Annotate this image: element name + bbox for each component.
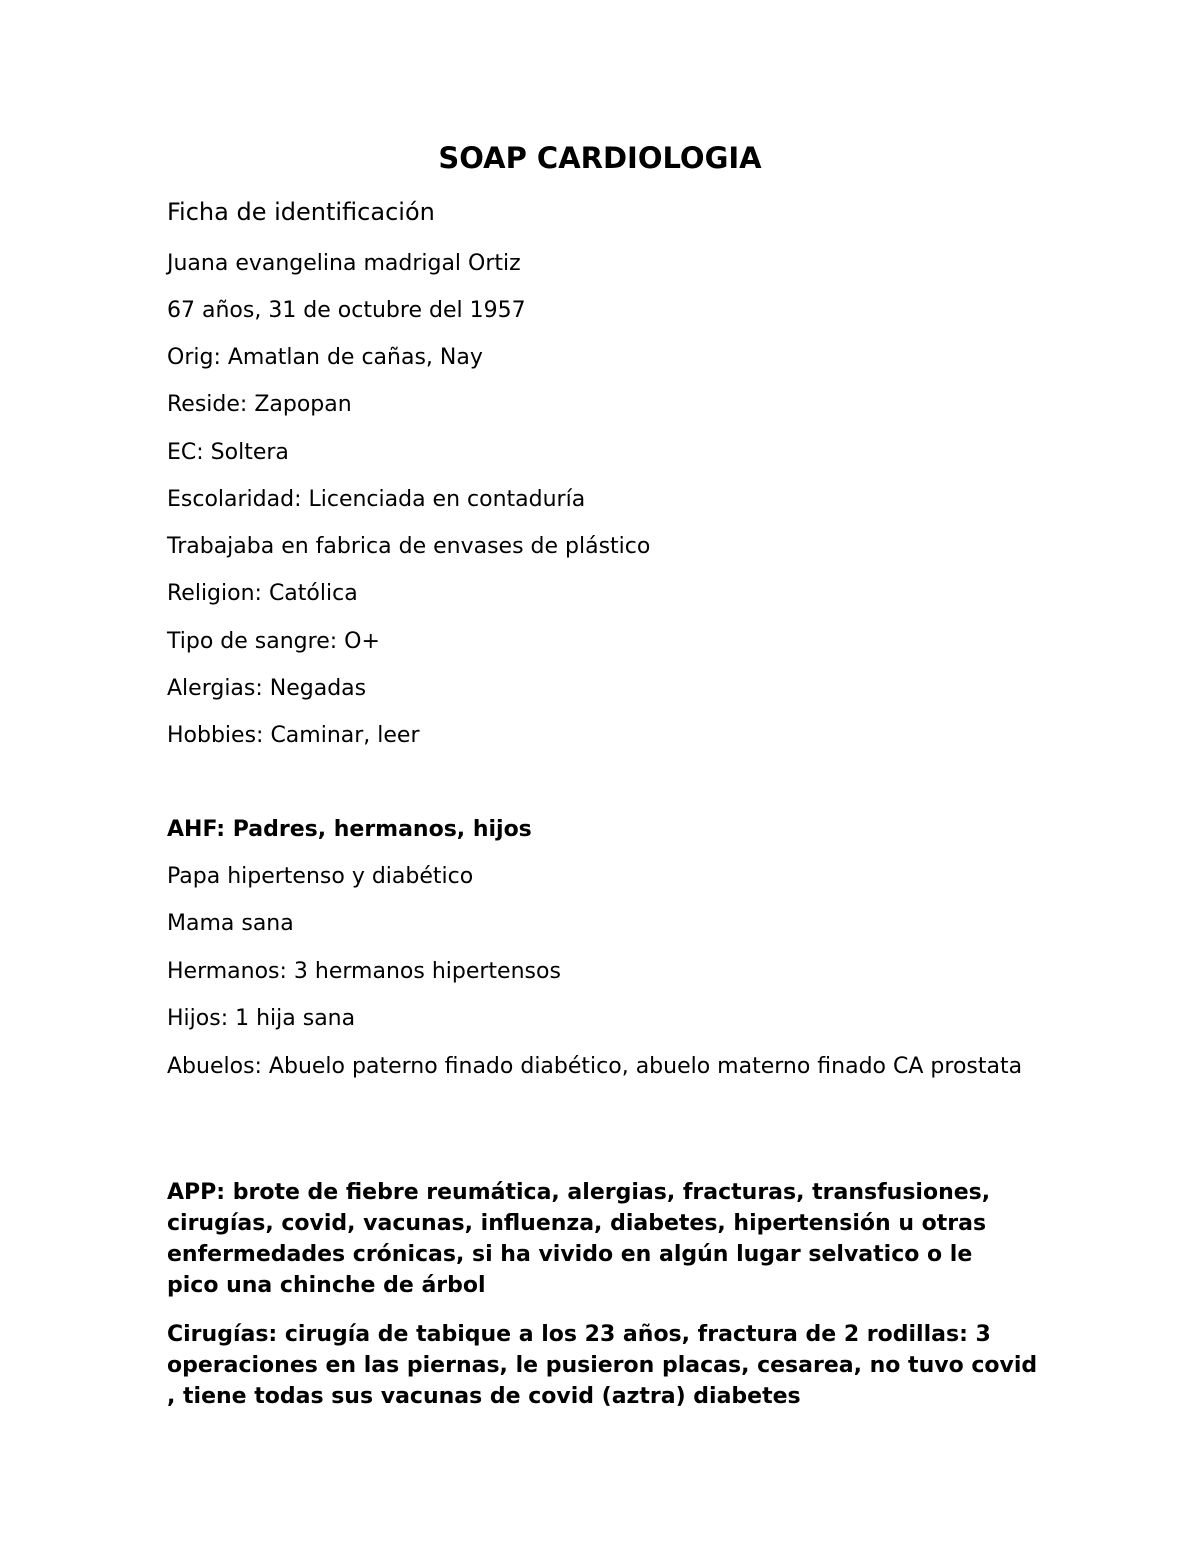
patient-origin: Orig: Amatlan de cañas, Nay bbox=[167, 345, 483, 370]
app-heading: APP: brote de fiebre reumática, alergias, fracturas, transfusiones, cirugías, covid, vacunas, influenza, diabetes, hipertensión u otras enfermedades crónicas, si ha vivido en algún lugar selvatico o le pico una chinche de árbol bbox=[167, 1180, 991, 1298]
ahf-siblings: Hermanos: 3 hermanos hipertensos bbox=[167, 959, 561, 984]
patient-civil-status: EC: Soltera bbox=[167, 440, 289, 465]
patient-name: Juana evangelina madrigal Ortiz bbox=[167, 251, 521, 276]
ahf-father: Papa hipertenso y diabético bbox=[167, 864, 474, 889]
patient-hobbies: Hobbies: Caminar, leer bbox=[167, 723, 420, 748]
app-surgeries: Cirugías: cirugía de tabique a los 23 años, fractura de 2 rodillas: 3 operaciones en las piernas, le pusieron placas, cesarea, no tuvo covid , tiene todas sus vacunas de covid (aztra) diabetes bbox=[167, 1322, 1038, 1409]
patient-age-birthdate: 67 años, 31 de octubre del 1957 bbox=[167, 298, 526, 323]
identification-heading: Ficha de identificación bbox=[167, 198, 435, 226]
patient-religion: Religion: Católica bbox=[167, 581, 358, 606]
patient-education: Escolaridad: Licenciada en contaduría bbox=[167, 487, 586, 512]
ahf-heading: AHF: Padres, hermanos, hijos bbox=[167, 817, 532, 842]
ahf-mother: Mama sana bbox=[167, 911, 294, 936]
ahf-grandparents: Abuelos: Abuelo paterno finado diabético, abuelo materno finado CA prostata bbox=[167, 1054, 1023, 1079]
patient-occupation: Trabajaba en fabrica de envases de plástico bbox=[167, 534, 651, 559]
ahf-children: Hijos: 1 hija sana bbox=[167, 1006, 356, 1031]
document-title: SOAP CARDIOLOGIA bbox=[438, 141, 762, 175]
patient-blood-type: Tipo de sangre: O+ bbox=[167, 629, 380, 654]
patient-residence: Reside: Zapopan bbox=[167, 392, 352, 417]
patient-allergies: Alergias: Negadas bbox=[167, 676, 367, 701]
